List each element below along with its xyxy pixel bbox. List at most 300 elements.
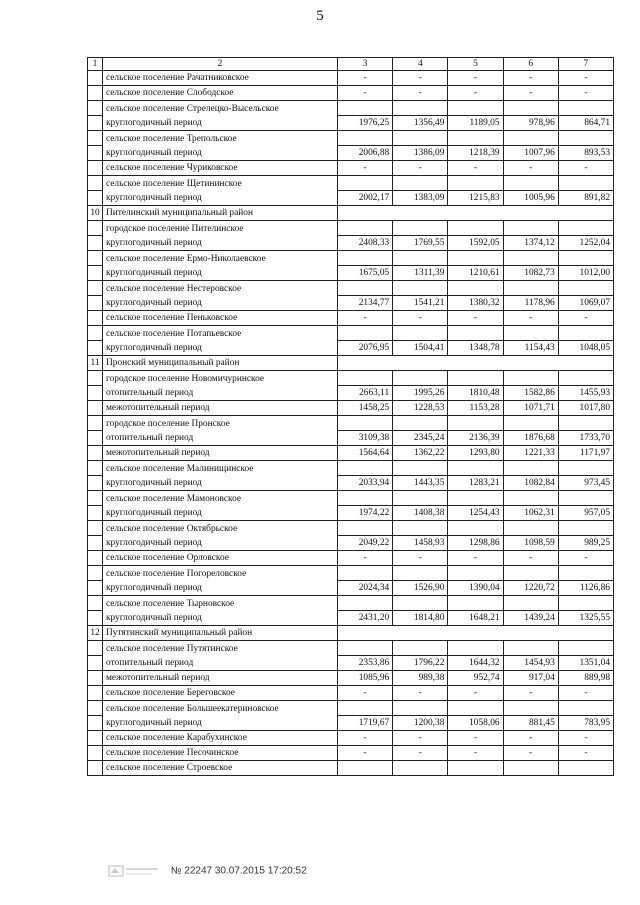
value-cell: - [393,551,448,566]
table-row [88,476,614,491]
value-cell: - [338,71,393,86]
empty-cell [338,176,393,191]
row-number [88,461,103,476]
row-label: сельское поселение Октябрьское [103,521,338,536]
row-label: сельское поселение Путятинское [103,641,338,656]
table-row [88,191,614,206]
value-cell: 1644,32 [448,656,503,671]
value-cell: 989,38 [393,671,448,686]
table-row [88,596,614,611]
empty-cell [558,326,613,341]
value-cell: 1098,59 [503,536,558,551]
value-cell: 1012,00 [558,266,613,281]
value-cell: 957,05 [558,506,613,521]
table-row [88,431,614,446]
row-number [88,596,103,611]
value-cell: - [338,161,393,176]
column-header: 1 [88,58,103,71]
empty-cell [503,701,558,716]
empty-cell [338,221,393,236]
value-cell: 1719,67 [338,716,393,731]
row-label: городское поселение Новомичуринское [103,371,338,386]
value-cell: 1311,39 [393,266,448,281]
table-row [88,326,614,341]
value-cell: 1283,21 [448,476,503,491]
row-label: Пителинский муниципальный район [103,206,338,221]
row-number [88,116,103,131]
row-label: городское поселение Пронское [103,416,338,431]
empty-cell [338,101,393,116]
row-label: сельское поселение Пеньковское [103,311,338,326]
row-label: отопительный период [103,386,338,401]
empty-cell [503,596,558,611]
empty-cell [338,761,393,776]
row-number [88,506,103,521]
empty-cell [393,251,448,266]
empty-cell [393,221,448,236]
value-cell: 1017,80 [558,401,613,416]
value-cell: 1254,43 [448,506,503,521]
empty-cell [338,566,393,581]
empty-cell [338,596,393,611]
empty-cell [338,701,393,716]
row-number [88,311,103,326]
row-label: сельское поселение Ермо-Николаевское [103,251,338,266]
value-cell: 1592,05 [448,236,503,251]
row-label: Путятинский муниципальный район [103,626,338,641]
row-number [88,491,103,506]
empty-cell [338,371,393,386]
value-cell: 1082,73 [503,266,558,281]
empty-cell [393,101,448,116]
row-label: круглогодичный период [103,716,338,731]
value-cell: 2076,95 [338,341,393,356]
value-cell: - [503,86,558,101]
value-cell: 1210,61 [448,266,503,281]
row-label: круглогодичный период [103,341,338,356]
empty-cell [503,641,558,656]
value-cell: - [503,731,558,746]
value-cell: 1228,53 [393,401,448,416]
table-row [88,416,614,431]
footer [108,864,307,878]
value-cell: 1439,24 [503,611,558,626]
empty-cell [558,371,613,386]
empty-cell [503,416,558,431]
value-cell: 1974,22 [338,506,393,521]
value-cell: - [338,311,393,326]
value-cell: - [448,161,503,176]
value-cell: 1298,86 [448,536,503,551]
value-cell: 1325,55 [558,611,613,626]
value-cell: 1814,80 [393,611,448,626]
row-label: сельское поселение Строевское [103,761,338,776]
empty-cell [448,281,503,296]
value-cell: - [503,746,558,761]
value-cell: 1386,09 [393,146,448,161]
empty-cell [558,101,613,116]
value-cell: 1171,97 [558,446,613,461]
value-cell: 1048,05 [558,341,613,356]
row-number: 10 [88,206,103,221]
table-row [88,161,614,176]
row-label: сельское поселение Слободское [103,86,338,101]
empty-cell [393,416,448,431]
row-label: отопительный период [103,431,338,446]
table-row [88,281,614,296]
value-cell: 1007,96 [503,146,558,161]
empty-cell [503,566,558,581]
value-cell: - [503,161,558,176]
value-cell: 1189,05 [448,116,503,131]
value-cell: 1215,83 [448,191,503,206]
value-cell: 1005,96 [503,191,558,206]
row-label: круглогодичный период [103,536,338,551]
row-number [88,401,103,416]
row-number [88,146,103,161]
row-number [88,656,103,671]
empty-cell [338,491,393,506]
value-cell: 864,71 [558,116,613,131]
value-cell: 1976,25 [338,116,393,131]
table-row [88,146,614,161]
district-fill [338,626,614,641]
value-cell: - [448,686,503,701]
value-cell: 1062,31 [503,506,558,521]
column-header: 2 [103,58,338,71]
value-cell: 1221,33 [503,446,558,461]
row-label: круглогодичный период [103,581,338,596]
table-row [88,506,614,521]
empty-cell [448,101,503,116]
value-cell: - [393,86,448,101]
row-number [88,431,103,446]
value-cell: 1200,38 [393,716,448,731]
empty-cell [558,491,613,506]
value-cell: 1383,09 [393,191,448,206]
empty-cell [503,761,558,776]
value-cell: 1995,26 [393,386,448,401]
value-cell: - [558,731,613,746]
value-cell: 1380,32 [448,296,503,311]
value-cell: 2134,77 [338,296,393,311]
value-cell: 891,82 [558,191,613,206]
empty-cell [558,641,613,656]
row-label: круглогодичный период [103,236,338,251]
row-number [88,521,103,536]
empty-cell [393,176,448,191]
row-label: круглогодичный период [103,266,338,281]
table-row [88,521,614,536]
table-row [88,671,614,686]
value-cell: 1362,22 [393,446,448,461]
column-header: 5 [448,58,503,71]
empty-cell [393,521,448,536]
empty-cell [448,221,503,236]
table-row [88,701,614,716]
table-row [88,71,614,86]
value-cell: 1454,93 [503,656,558,671]
empty-cell [448,761,503,776]
row-label: сельское поселение Большеекатериновское [103,701,338,716]
value-cell: - [338,86,393,101]
value-cell: 1071,71 [503,401,558,416]
empty-cell [448,701,503,716]
value-cell: 1085,96 [338,671,393,686]
value-cell: - [503,686,558,701]
row-label: сельское поселение Мамоновское [103,491,338,506]
row-label: межотопительный период [103,401,338,416]
row-number [88,536,103,551]
row-label: сельское поселение Рачатниковское [103,71,338,86]
empty-cell [558,176,613,191]
district-fill [338,206,614,221]
value-cell: 2431,20 [338,611,393,626]
value-cell: 2024,34 [338,581,393,596]
empty-cell [503,491,558,506]
value-cell: 2006,88 [338,146,393,161]
table-row [88,656,614,671]
row-number [88,641,103,656]
row-label: круглогодичный период [103,116,338,131]
row-label: сельское поселение Щетининское [103,176,338,191]
empty-cell [503,281,558,296]
empty-cell [448,596,503,611]
empty-cell [338,416,393,431]
value-cell: - [448,311,503,326]
page-number: 5 [316,8,324,24]
row-label: круглогодичный период [103,146,338,161]
empty-cell [503,101,558,116]
value-cell: 1082,84 [503,476,558,491]
empty-cell [558,566,613,581]
value-cell: 989,25 [558,536,613,551]
row-label: круглогодичный период [103,506,338,521]
value-cell: 1351,04 [558,656,613,671]
row-label: межотопительный период [103,671,338,686]
value-cell: 1504,41 [393,341,448,356]
empty-cell [393,371,448,386]
empty-cell [448,566,503,581]
empty-cell [558,251,613,266]
table-row [88,731,614,746]
empty-cell [558,521,613,536]
empty-cell [448,131,503,146]
row-number [88,71,103,86]
value-cell: 893,53 [558,146,613,161]
empty-cell [448,371,503,386]
table-row [88,551,614,566]
row-number [88,566,103,581]
empty-cell [338,251,393,266]
empty-cell [448,521,503,536]
table-row [88,386,614,401]
empty-cell [393,566,448,581]
row-number [88,191,103,206]
district-fill [338,356,614,371]
table-row [88,251,614,266]
row-label: круглогодичный период [103,611,338,626]
row-label: сельское поселение Нестеровское [103,281,338,296]
value-cell: - [503,311,558,326]
row-number [88,551,103,566]
row-number: 12 [88,626,103,641]
row-label: сельское поселение Потапьевское [103,326,338,341]
table-row [88,446,614,461]
value-cell: 1582,86 [503,386,558,401]
row-number [88,746,103,761]
row-label: сельское поселение Чуриковское [103,161,338,176]
table-row [88,86,614,101]
empty-cell [558,416,613,431]
row-number [88,86,103,101]
empty-cell [393,701,448,716]
row-number [88,161,103,176]
empty-cell [448,641,503,656]
value-cell: - [503,71,558,86]
table-row [88,611,614,626]
value-cell: 1769,55 [393,236,448,251]
empty-cell [338,281,393,296]
row-number [88,701,103,716]
table-row [88,131,614,146]
tariff-table [87,57,614,776]
value-cell: 917,04 [503,671,558,686]
column-header: 6 [503,58,558,71]
value-cell: 2663,11 [338,386,393,401]
table-row [88,311,614,326]
row-number [88,251,103,266]
value-cell: 1408,38 [393,506,448,521]
row-label: отопительный период [103,656,338,671]
row-number [88,296,103,311]
row-label: городское поселение Пителинское [103,221,338,236]
row-label: сельское поселение Песочинское [103,746,338,761]
value-cell: 1541,21 [393,296,448,311]
row-number [88,386,103,401]
row-label: межотопительный период [103,446,338,461]
empty-cell [393,131,448,146]
table-row [88,641,614,656]
table-row [88,566,614,581]
value-cell: 1374,12 [503,236,558,251]
value-cell: 1218,39 [448,146,503,161]
row-number: 11 [88,356,103,371]
empty-cell [393,326,448,341]
row-number [88,671,103,686]
value-cell: 2353,86 [338,656,393,671]
row-number [88,476,103,491]
value-cell: 1733,70 [558,431,613,446]
table-row [88,101,614,116]
value-cell: 1058,06 [448,716,503,731]
row-number [88,446,103,461]
row-number [88,266,103,281]
empty-cell [448,416,503,431]
value-cell: 2408,33 [338,236,393,251]
value-cell: - [558,551,613,566]
table-row [88,746,614,761]
empty-cell [338,521,393,536]
value-cell: 1154,43 [503,341,558,356]
registry-stamp-icon [108,864,160,878]
empty-cell [503,371,558,386]
empty-cell [393,761,448,776]
empty-cell [393,461,448,476]
value-cell: 2033,94 [338,476,393,491]
value-cell: - [558,311,613,326]
empty-cell [558,596,613,611]
row-number [88,611,103,626]
table-row [88,296,614,311]
row-number [88,416,103,431]
value-cell: - [338,551,393,566]
value-cell: 1153,28 [448,401,503,416]
table-row [88,236,614,251]
row-number [88,281,103,296]
value-cell: 1796,22 [393,656,448,671]
registration-number: № 22247 30.07.2015 17:20:52 [170,865,307,877]
value-cell: 1648,21 [448,611,503,626]
empty-cell [503,326,558,341]
table-row [88,176,614,191]
empty-cell [503,221,558,236]
value-cell: 973,45 [558,476,613,491]
table-row [88,686,614,701]
value-cell: 2345,24 [393,431,448,446]
value-cell: 2136,39 [448,431,503,446]
table-row [88,221,614,236]
row-number [88,221,103,236]
value-cell: 3109,38 [338,431,393,446]
value-cell: - [393,746,448,761]
table-row [88,536,614,551]
value-cell: - [393,731,448,746]
value-cell: - [558,686,613,701]
value-cell: 1252,04 [558,236,613,251]
row-number [88,176,103,191]
empty-cell [338,131,393,146]
value-cell: 1564,64 [338,446,393,461]
value-cell: 1876,68 [503,431,558,446]
value-cell: - [338,731,393,746]
value-cell: - [448,731,503,746]
empty-cell [503,131,558,146]
table-row [88,266,614,281]
district-row [88,626,614,641]
district-row [88,206,614,221]
empty-cell [448,251,503,266]
value-cell: - [448,86,503,101]
value-cell: 1810,48 [448,386,503,401]
row-number [88,131,103,146]
row-number [88,326,103,341]
empty-cell [393,281,448,296]
value-cell: 1390,04 [448,581,503,596]
row-label: сельское поселение Тырновское [103,596,338,611]
row-label: сельское поселение Погореловское [103,566,338,581]
empty-cell [393,596,448,611]
value-cell: - [393,311,448,326]
value-cell: 1356,49 [393,116,448,131]
value-cell: 2002,17 [338,191,393,206]
value-cell: 1293,80 [448,446,503,461]
empty-cell [503,521,558,536]
value-cell: - [338,686,393,701]
value-cell: 1458,93 [393,536,448,551]
empty-cell [558,761,613,776]
row-label: круглогодичный период [103,476,338,491]
